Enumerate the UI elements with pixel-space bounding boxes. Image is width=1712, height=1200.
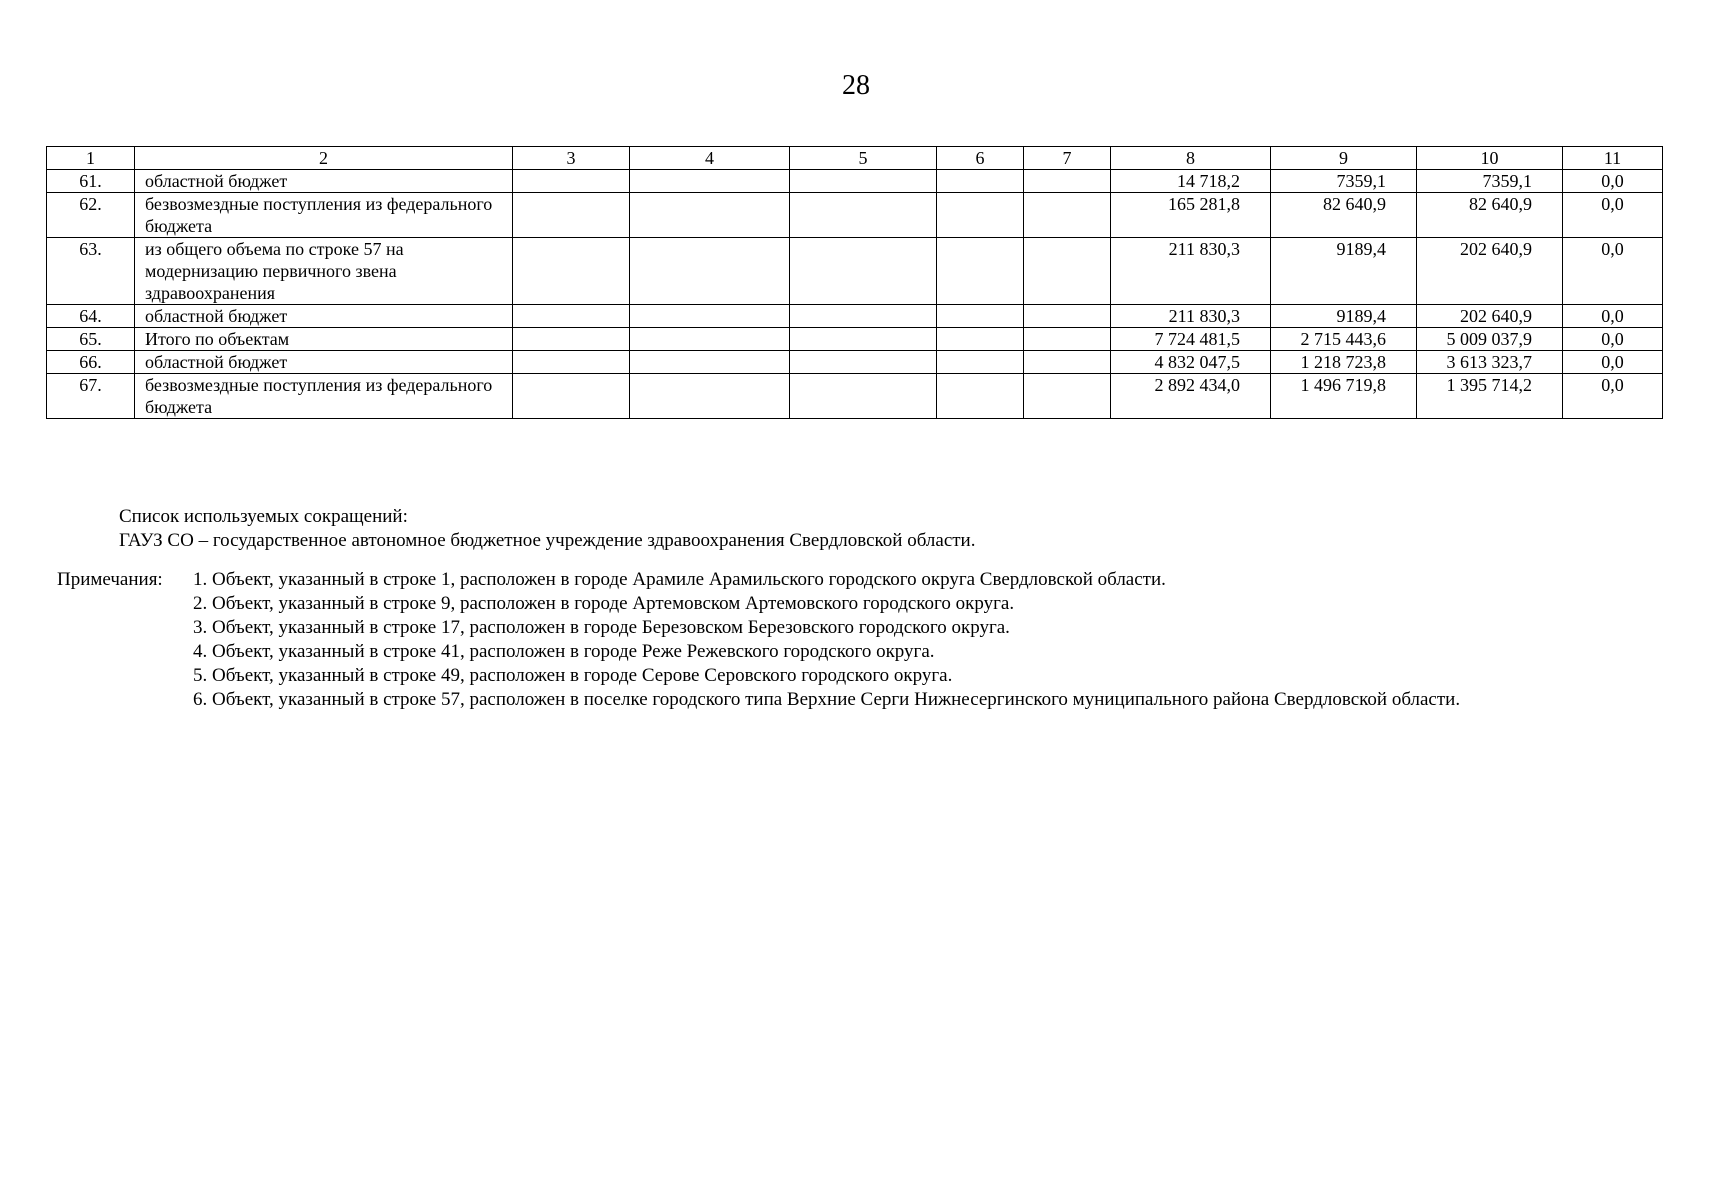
empty-cell [513,238,630,305]
row-name: областной бюджет [135,170,513,193]
cell-col11: 0,0 [1563,328,1663,351]
notes-block [57,568,1677,712]
empty-cell [790,170,937,193]
table-row [47,305,1663,328]
cell-col8: 211 830,3 [1111,305,1271,328]
cell-col11: 0,0 [1563,170,1663,193]
cell-col9: 9189,4 [1271,305,1417,328]
empty-cell [513,328,630,351]
row-name: безвозмездные поступления из федерального бюджета [135,374,513,419]
row-name: безвозмездные поступления из федерального бюджета [135,193,513,238]
empty-cell [937,193,1024,238]
column-header: 3 [513,147,630,170]
notes-label: Примечания: [57,569,163,590]
empty-cell [937,170,1024,193]
empty-cell [790,238,937,305]
cell-col10: 5 009 037,9 [1417,328,1563,351]
note-item: 6. Объект, указанный в строке 57, расположен в поселке городского типа Верхние Серги Нижнесергинского муниципального района Свердловской области. [193,689,1461,710]
abbreviations-block [119,505,975,553]
column-header: 7 [1024,147,1111,170]
cell-col11: 0,0 [1563,305,1663,328]
empty-cell [937,374,1024,419]
note-item: 4. Объект, указанный в строке 41, расположен в городе Реже Режевского городского округа. [193,641,935,662]
empty-cell [790,193,937,238]
note-item: 3. Объект, указанный в строке 17, расположен в городе Березовском Березовского городского округа. [193,617,1010,638]
abbreviation-item: ГАУЗ СО – государственное автономное бюджетное учреждение здравоохранения Свердловской области. [119,530,976,551]
cell-col11: 0,0 [1563,351,1663,374]
empty-cell [790,351,937,374]
empty-cell [790,374,937,419]
empty-cell [1024,193,1111,238]
cell-col8: 211 830,3 [1111,238,1271,305]
column-header: 8 [1111,147,1271,170]
cell-col9: 1 218 723,8 [1271,351,1417,374]
row-name: Итого по объектам [135,328,513,351]
column-header: 9 [1271,147,1417,170]
empty-cell [790,305,937,328]
empty-cell [630,351,790,374]
cell-col8: 2 892 434,0 [1111,374,1271,419]
empty-cell [630,305,790,328]
cell-col8: 4 832 047,5 [1111,351,1271,374]
empty-cell [1024,351,1111,374]
empty-cell [1024,328,1111,351]
empty-cell [937,351,1024,374]
cell-col10: 202 640,9 [1417,238,1563,305]
row-name: областной бюджет [135,351,513,374]
cell-col10: 82 640,9 [1417,193,1563,238]
empty-cell [1024,170,1111,193]
empty-cell [513,374,630,419]
empty-cell [1024,305,1111,328]
empty-cell [513,170,630,193]
notes-list [57,568,1677,712]
column-header: 5 [790,147,937,170]
table-row [47,193,1663,238]
row-number: 67. [47,374,135,419]
table-row [47,170,1663,193]
empty-cell [630,374,790,419]
budget-table [46,146,1663,419]
note-item: 2. Объект, указанный в строке 9, расположен в городе Артемовском Артемовского городского округа. [193,593,1015,614]
column-header: 2 [135,147,513,170]
row-number: 61. [47,170,135,193]
cell-col10: 3 613 323,7 [1417,351,1563,374]
table-row [47,351,1663,374]
note-item: 1. Объект, указанный в строке 1, расположен в городе Арамиле Арамильского городского округа Свердловской области. [193,569,1166,590]
empty-cell [630,328,790,351]
cell-col9: 2 715 443,6 [1271,328,1417,351]
empty-cell [937,328,1024,351]
empty-cell [937,305,1024,328]
empty-cell [1024,374,1111,419]
cell-col11: 0,0 [1563,238,1663,305]
cell-col10: 1 395 714,2 [1417,374,1563,419]
table-row [47,238,1663,305]
cell-col10: 202 640,9 [1417,305,1563,328]
empty-cell [630,238,790,305]
column-header: 1 [47,147,135,170]
note-item: 5. Объект, указанный в строке 49, расположен в городе Серове Серовского городского округа. [193,665,953,686]
empty-cell [937,238,1024,305]
cell-col11: 0,0 [1563,193,1663,238]
column-header: 10 [1417,147,1563,170]
empty-cell [513,193,630,238]
abbreviations-title: Список используемых сокращений: [119,506,408,527]
cell-col9: 82 640,9 [1271,193,1417,238]
cell-col9: 7359,1 [1271,170,1417,193]
row-number: 62. [47,193,135,238]
table-row [47,328,1663,351]
empty-cell [513,351,630,374]
empty-cell [790,328,937,351]
empty-cell [630,170,790,193]
cell-col9: 9189,4 [1271,238,1417,305]
column-header: 11 [1563,147,1663,170]
row-number: 63. [47,238,135,305]
table-row [47,374,1663,419]
row-number: 64. [47,305,135,328]
cell-col11: 0,0 [1563,374,1663,419]
column-header: 6 [937,147,1024,170]
row-number: 66. [47,351,135,374]
empty-cell [630,193,790,238]
table-header-row [47,147,1663,170]
cell-col10: 7359,1 [1417,170,1563,193]
row-number: 65. [47,328,135,351]
cell-col8: 14 718,2 [1111,170,1271,193]
empty-cell [1024,238,1111,305]
row-name: из общего объема по строке 57 на модернизацию первичного звена здравоохранения [135,238,513,305]
page-number: 28 [842,70,870,101]
cell-col9: 1 496 719,8 [1271,374,1417,419]
cell-col8: 7 724 481,5 [1111,328,1271,351]
column-header: 4 [630,147,790,170]
row-name: областной бюджет [135,305,513,328]
cell-col8: 165 281,8 [1111,193,1271,238]
empty-cell [513,305,630,328]
